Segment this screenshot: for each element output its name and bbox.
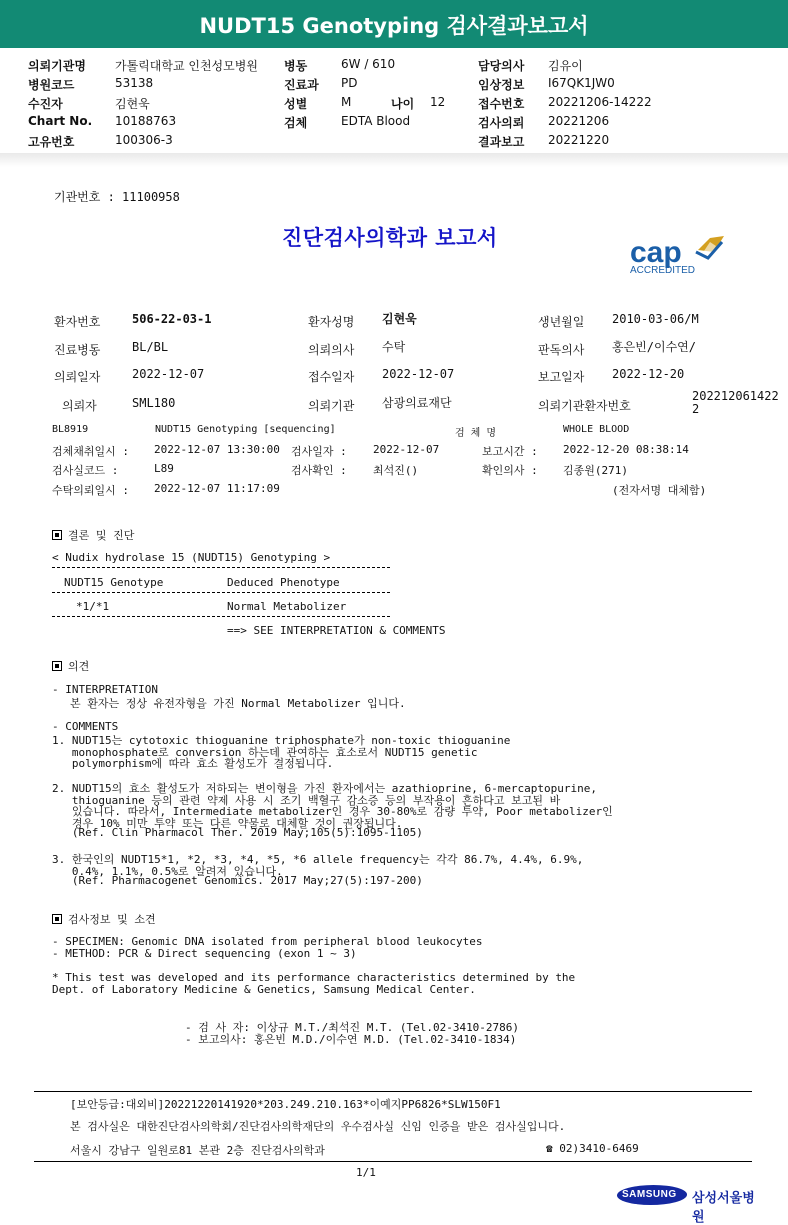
meta-field: 2022-12-07 13:30:00 (154, 443, 280, 456)
header-value: 12 (430, 95, 446, 109)
header-value: 6W / 610 (341, 57, 396, 71)
patient-value: 삼광의료재단 (382, 396, 452, 410)
header-label: 임상정보 (478, 78, 525, 92)
comment-line: monophosphate로 conversion 하는데 관여하는 효소로서 NUDT15 genetic (52, 745, 478, 759)
header-label: 진료과 (284, 78, 319, 92)
dashed-rule (52, 616, 390, 617)
recv-value: 2022-12-07 11:17:09 (154, 482, 280, 495)
samsung-wordmark: SAMSUNG (622, 1189, 677, 1200)
patient-value: 2022-12-20 (612, 367, 685, 381)
test-name: NUDT15 Genotyping [sequencing] (155, 424, 336, 435)
result-phenotype: Normal Metabolizer (227, 600, 347, 613)
address-line: 서울시 강남구 일원로81 본관 2층 진단검사의학과 (70, 1144, 325, 1157)
comments-heading: - COMMENTS (52, 720, 119, 733)
tester-line: - 검 사 자: 이상규 M.T./최석진 M.T. (Tel.02-3410-2786) (185, 1021, 520, 1034)
comment-line: 3. 한국인의 NUDT15*1, *2, *3, *4, *5, *6 allele frequency는 각각 86.7%, 4.4%, 6.9%, (52, 853, 584, 866)
comment-line: (Ref. Clin Pharmacol Ther. 2019 May;105(5):1095-1105) (52, 826, 423, 839)
patient-label: 환자성명 (308, 315, 355, 329)
patient-value: 김현욱 (382, 312, 417, 326)
specimen-info: - SPECIMEN: Genomic DNA isolated from peripheral blood leukocytes (52, 935, 483, 948)
patient-value: BL/BL (132, 340, 169, 354)
header-separator (0, 153, 788, 167)
meta-field: 보고시간 : (482, 445, 538, 458)
header-value: PD (341, 76, 358, 90)
specimen-value: WHOLE BLOOD (563, 424, 630, 435)
test-code: BL8919 (52, 424, 89, 435)
esign-note: (전자서명 대체함) (612, 484, 707, 497)
header-label: 고유번호 (28, 135, 75, 149)
patient-label: 판독의사 (538, 343, 585, 357)
header-label: 검체 (284, 116, 308, 130)
patient-label: 의뢰의사 (308, 343, 355, 357)
header-value: I67QK1JW0 (548, 76, 615, 90)
header-value: 김현욱 (115, 97, 150, 111)
hospital-name: 삼성서울병원 (692, 1191, 755, 1225)
comment-line: thioguanine 등의 관련 약제 사용 시 조기 백혈구 감소증 등의 부작용이 흔하다고 보고된 바 (52, 793, 561, 807)
header-label: 담당의사 (478, 59, 525, 73)
header-value: 10188763 (115, 114, 177, 128)
result-title: < Nudix hydrolase 15 (NUDT15) Genotyping > (52, 551, 331, 564)
comment-line: 0.4%, 1.1%, 0.5%로 알려져 있습니다. (52, 864, 283, 878)
comment-line: polymorphism에 따라 효소 활성도가 결정됩니다. (52, 757, 334, 770)
comment-line: (Ref. Pharmacogenet Genomics. 2017 May;27(5):197-200) (52, 874, 423, 887)
recv-label: 수탁의뢰일시 : (52, 484, 130, 497)
header-value: 20221206-14222 (548, 95, 652, 109)
section-test-info: 검사정보 및 소견 (52, 911, 156, 927)
patient-value: 2022-12-07 (132, 367, 205, 381)
header-value: 20221220 (548, 133, 610, 147)
section-result: 결론 및 진단 (52, 527, 134, 543)
patient-value: 202212061422 2 (692, 389, 779, 416)
result-header-genotype: NUDT15 Genotype (64, 576, 164, 589)
dashed-rule (52, 567, 390, 568)
certification-line: 본 검사실은 대한진단검사의학회/진단검사의학재단의 우수검사실 신임 인증을 받은 검사실입니다. (70, 1120, 566, 1133)
meta-field: 최석진() (373, 464, 419, 477)
patient-label: 보고일자 (538, 370, 585, 384)
org-number: 기관번호 : 11100958 (54, 190, 180, 204)
header-label: 결과보고 (478, 135, 525, 149)
meta-field: 검사실코드 : (52, 464, 119, 477)
meta-field: 김종원(271) (563, 464, 628, 477)
cap-logo (628, 232, 728, 280)
footer-rule (34, 1161, 752, 1162)
section-opinion: 의견 (52, 658, 89, 674)
samsung-hospital-logo (617, 1183, 767, 1225)
interpretation-heading: - INTERPRETATION (52, 683, 158, 696)
patient-value: 2022-12-07 (382, 367, 455, 381)
page-number: 1/1 (356, 1166, 376, 1179)
header-value: 20221206 (548, 114, 610, 128)
dashed-rule (52, 592, 390, 593)
patient-value: 2010-03-06/M (612, 312, 699, 326)
patient-label: 접수일자 (308, 370, 355, 384)
patient-label: 의뢰기관환자번호 (538, 399, 631, 413)
header-label: 성별 (284, 97, 308, 111)
header-value: 김유이 (548, 59, 583, 73)
header-label: 검사의뢰 (478, 116, 525, 130)
section-bullet-icon (52, 661, 62, 671)
see-note: ==> SEE INTERPRETATION & COMMENTS (227, 624, 446, 637)
patient-value: 수탁 (382, 340, 406, 354)
report-title: 진단검사의학과 보고서 (282, 225, 498, 250)
result-genotype: *1/*1 (76, 600, 110, 613)
patient-value: 506-22-03-1 (132, 312, 212, 326)
patient-label: 의뢰일자 (54, 370, 101, 384)
header-label: 나이 (391, 97, 415, 111)
meta-field: L89 (154, 462, 174, 475)
section-bullet-icon (52, 530, 62, 540)
header-value: 53138 (115, 76, 154, 90)
doctor-line: - 보고의사: 홍은빈 M.D./이수연 M.D. (Tel.02-3410-1834) (185, 1033, 517, 1046)
security-line: [보안등급:대외비]20221220141920*203.249.210.163*이예지PP6826*SLW150F1 (70, 1098, 501, 1111)
comment-line: 2. NUDT15의 효소 활성도가 저하되는 변이형을 가진 환자에서는 azathioprine, 6-mercaptopurine, (52, 782, 598, 795)
patient-label: 의뢰기관 (308, 399, 355, 413)
development-note: * This test was developed and its performance characteristics determined by the (52, 971, 576, 984)
header-label: 수진자 (28, 97, 63, 111)
header-label: 의뢰기관명 (28, 59, 86, 73)
patient-value: SML180 (132, 396, 176, 410)
interpretation-text: 본 환자는 정상 유전자형을 가진 Normal Metabolizer 입니다. (70, 697, 406, 710)
meta-field: 2022-12-20 08:38:14 (563, 443, 689, 456)
phone-line: ☎ 02)3410-6469 (546, 1142, 639, 1155)
meta-field: 확인의사 : (482, 464, 538, 477)
specimen-label: 검 체 명 (455, 428, 497, 439)
method-info: - METHOD: PCR & Direct sequencing (exon 1 ~ 3) (52, 947, 357, 960)
header-label: 접수번호 (478, 97, 525, 111)
patient-label: 진료병동 (54, 343, 101, 357)
meta-field: 검사확인 : (291, 464, 347, 477)
header-value: 가톨릭대학교 인천성모병원 (115, 59, 258, 73)
patient-label: 환자번호 (54, 315, 101, 329)
comment-line: 경우 10% 미만 투약 또는 다른 약물로 대체할 것이 권장됩니다. (52, 816, 403, 830)
comment-line: 1. NUDT15는 cytotoxic thioguanine triphosphate가 non-toxic thioguanine (52, 734, 511, 747)
meta-field: 검체채취일시 : (52, 445, 130, 458)
comment-line: 있습니다. 따라서, Intermediate metabolizer인 경우 30-80%로 감량 투약, Poor metabolizer인 (52, 805, 613, 818)
section-bullet-icon (52, 914, 62, 924)
header-value: 100306-3 (115, 133, 173, 147)
meta-field: 2022-12-07 (373, 443, 440, 456)
result-header-phenotype: Deduced Phenotype (227, 576, 340, 589)
meta-field: 검사일자 : (291, 445, 347, 458)
patient-label: 의뢰자 (62, 399, 97, 413)
header-label: Chart No. (28, 114, 93, 128)
header-label: 병동 (284, 59, 308, 73)
cap-accredited-text: ACCREDITED (630, 265, 696, 276)
report-banner-title: NUDT15 Genotyping 검사결과보고서 (0, 0, 788, 48)
patient-label: 생년월일 (538, 315, 585, 329)
header-value: EDTA Blood (341, 114, 411, 128)
footer-rule (34, 1091, 752, 1092)
header-value: M (341, 95, 352, 109)
patient-value: 홍은빈/이수연/ (612, 340, 697, 354)
header-label: 병원코드 (28, 78, 75, 92)
development-note-2: Dept. of Laboratory Medicine & Genetics, Samsung Medical Center. (52, 983, 476, 996)
cap-logo-text: cap (630, 236, 682, 269)
